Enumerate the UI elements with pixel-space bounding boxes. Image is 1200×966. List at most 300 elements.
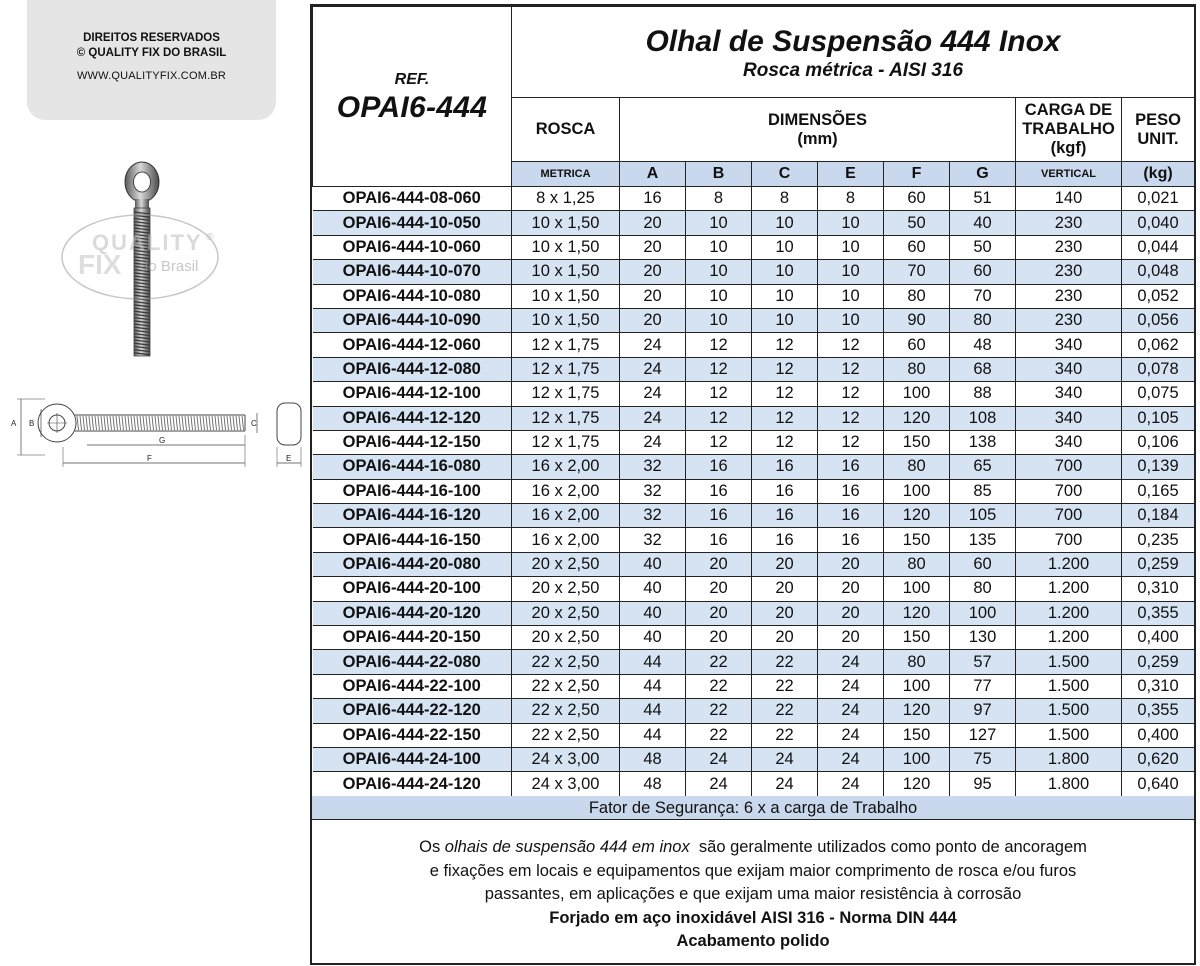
cell-carga: 1.200: [1016, 577, 1122, 601]
cell-c: 12: [752, 357, 818, 381]
cell-e: 12: [818, 382, 884, 406]
table-row: [313, 260, 1195, 284]
cell-rosca: 10 x 1,50: [512, 260, 620, 284]
cell-b: 10: [686, 284, 752, 308]
cell-code: OPAI6-444-20-080: [313, 552, 512, 576]
peso-line-1: PESO: [1135, 110, 1181, 129]
cell-f: 100: [884, 479, 950, 503]
cell-c: 12: [752, 333, 818, 357]
cell-f: 150: [884, 723, 950, 747]
cell-b: 22: [686, 723, 752, 747]
table-row: [313, 504, 1195, 528]
cell-c: 16: [752, 504, 818, 528]
dimensoes-label: DIMENSÕES: [767, 110, 868, 129]
cell-carga: 1.500: [1016, 650, 1122, 674]
rights-line-1: DIREITOS RESERVADOS: [83, 32, 220, 44]
cell-g: 138: [950, 430, 1016, 454]
ref-code: OPAI6-444: [336, 91, 488, 124]
cell-b: 20: [686, 601, 752, 625]
cell-carga: 340: [1016, 333, 1122, 357]
rights-line-2: © QUALITY FIX DO BRASIL: [76, 47, 227, 59]
cell-f: 100: [884, 674, 950, 698]
product-subtitle: Rosca métrica - AISI 316: [743, 60, 964, 81]
cell-c: 12: [752, 406, 818, 430]
cell-g: 60: [950, 260, 1016, 284]
cell-a: 32: [620, 455, 686, 479]
cell-b: 10: [686, 260, 752, 284]
cell-peso: 0,355: [1122, 601, 1195, 625]
cell-c: 24: [752, 747, 818, 771]
cell-c: 22: [752, 723, 818, 747]
cell-carga: 700: [1016, 504, 1122, 528]
cell-peso: 0,400: [1122, 723, 1195, 747]
cell-c: 10: [752, 260, 818, 284]
cell-g: 100: [950, 601, 1016, 625]
cell-carga: 1.800: [1016, 772, 1122, 796]
table-row: [313, 406, 1195, 430]
sub-header-g: G: [950, 162, 1016, 187]
cell-a: 40: [620, 626, 686, 650]
table-row: [313, 284, 1195, 308]
cell-g: 75: [950, 747, 1016, 771]
cell-a: 44: [620, 723, 686, 747]
cell-f: 80: [884, 284, 950, 308]
cell-c: 22: [752, 699, 818, 723]
table-row: [313, 235, 1195, 259]
cell-e: 10: [818, 260, 884, 284]
cell-carga: 1.800: [1016, 747, 1122, 771]
cell-f: 50: [884, 211, 950, 235]
cell-b: 22: [686, 650, 752, 674]
product-photo: [60, 150, 300, 370]
cell-a: 32: [620, 528, 686, 552]
cell-c: 12: [752, 382, 818, 406]
cell-code: OPAI6-444-22-120: [313, 699, 512, 723]
description-post: são geralmente utilizados como ponto de ancoragem: [689, 838, 1087, 856]
cell-e: 10: [818, 308, 884, 332]
cell-peso: 0,355: [1122, 699, 1195, 723]
cell-rosca: 22 x 2,50: [512, 723, 620, 747]
website-url: WWW.QUALITYFIX.COM.BR: [76, 70, 227, 82]
cell-carga: 1.500: [1016, 699, 1122, 723]
cell-c: 22: [752, 650, 818, 674]
cell-code: OPAI6-444-10-060: [313, 235, 512, 259]
watermark-registered: ®: [206, 232, 214, 243]
cell-f: 60: [884, 333, 950, 357]
cell-code: OPAI6-444-16-100: [313, 479, 512, 503]
cell-a: 48: [620, 747, 686, 771]
cell-code: OPAI6-444-20-100: [313, 577, 512, 601]
cell-g: 105: [950, 504, 1016, 528]
cell-a: 44: [620, 699, 686, 723]
cell-b: 12: [686, 430, 752, 454]
cell-e: 24: [818, 772, 884, 796]
cell-g: 40: [950, 211, 1016, 235]
cell-f: 120: [884, 699, 950, 723]
cell-c: 20: [752, 577, 818, 601]
cell-code: OPAI6-444-24-120: [313, 772, 512, 796]
cell-f: 80: [884, 650, 950, 674]
cell-peso: 0,259: [1122, 650, 1195, 674]
cell-rosca: 22 x 2,50: [512, 650, 620, 674]
cell-code: OPAI6-444-12-080: [313, 357, 512, 381]
product-title: Olhal de Suspensão 444 Inox: [645, 25, 1061, 58]
cell-rosca: 16 x 2,00: [512, 528, 620, 552]
cell-b: 10: [686, 211, 752, 235]
cell-rosca: 10 x 1,50: [512, 235, 620, 259]
cell-peso: 0,044: [1122, 235, 1195, 259]
cell-c: 24: [752, 772, 818, 796]
cell-g: 77: [950, 674, 1016, 698]
cell-code: OPAI6-444-20-120: [313, 601, 512, 625]
cell-rosca: 10 x 1,50: [512, 308, 620, 332]
cell-e: 16: [818, 455, 884, 479]
description-material: Forjado em aço inoxidável AISI 316 - Norma DIN 444: [549, 908, 957, 927]
cell-e: 24: [818, 747, 884, 771]
cell-carga: 1.200: [1016, 626, 1122, 650]
cell-a: 48: [620, 772, 686, 796]
cell-rosca: 12 x 1,75: [512, 382, 620, 406]
cell-code: OPAI6-444-10-090: [313, 308, 512, 332]
description-line-1: [312, 836, 1194, 860]
cell-e: 12: [818, 430, 884, 454]
cell-peso: 0,139: [1122, 455, 1195, 479]
cell-carga: 700: [1016, 479, 1122, 503]
cell-g: 51: [950, 187, 1016, 211]
col-header-rosca: ROSCA: [512, 98, 620, 162]
cell-code: OPAI6-444-10-050: [313, 211, 512, 235]
cell-f: 150: [884, 528, 950, 552]
diagram-label-a: A: [11, 419, 17, 428]
cell-b: 20: [686, 577, 752, 601]
cell-carga: 1.500: [1016, 674, 1122, 698]
cell-c: 16: [752, 479, 818, 503]
cell-carga: 1.200: [1016, 601, 1122, 625]
cell-a: 44: [620, 650, 686, 674]
cell-e: 20: [818, 601, 884, 625]
table-row: [313, 626, 1195, 650]
cell-e: 12: [818, 357, 884, 381]
cell-a: 24: [620, 406, 686, 430]
table-row: [313, 650, 1195, 674]
cell-rosca: 20 x 2,50: [512, 601, 620, 625]
description-line-2: e fixações em locais e equipamentos que exijam maior comprimento de rosca e/ou furos: [429, 861, 1077, 880]
carga-line-1: CARGA DE: [1024, 101, 1113, 119]
cell-peso: 0,259: [1122, 552, 1195, 576]
carga-line-3: (kgf): [1050, 139, 1087, 157]
cell-peso: 0,620: [1122, 747, 1195, 771]
cell-e: 16: [818, 504, 884, 528]
cell-a: 44: [620, 674, 686, 698]
cell-peso: 0,184: [1122, 504, 1195, 528]
cell-c: 20: [752, 601, 818, 625]
cell-rosca: 10 x 1,50: [512, 211, 620, 235]
cell-code: OPAI6-444-20-150: [313, 626, 512, 650]
cell-peso: 0,400: [1122, 626, 1195, 650]
cell-g: 95: [950, 772, 1016, 796]
cell-c: 10: [752, 284, 818, 308]
cell-b: 8: [686, 187, 752, 211]
cell-peso: 0,021: [1122, 187, 1195, 211]
cell-e: 24: [818, 674, 884, 698]
cell-f: 100: [884, 747, 950, 771]
table-row: [313, 601, 1195, 625]
table-row: [313, 187, 1195, 211]
cell-a: 20: [620, 235, 686, 259]
table-row: [313, 479, 1195, 503]
table-row: [313, 577, 1195, 601]
cell-a: 40: [620, 577, 686, 601]
cell-code: OPAI6-444-08-060: [313, 187, 512, 211]
cell-rosca: 22 x 2,50: [512, 699, 620, 723]
cell-peso: 0,052: [1122, 284, 1195, 308]
title-cell: [512, 7, 1195, 98]
description-italic: olhais de suspensão 444 em inox: [444, 838, 690, 856]
cell-carga: 700: [1016, 455, 1122, 479]
cell-code: OPAI6-444-16-120: [313, 504, 512, 528]
cell-b: 24: [686, 747, 752, 771]
cell-e: 20: [818, 626, 884, 650]
cell-rosca: 10 x 1,50: [512, 284, 620, 308]
safety-factor: Fator de Segurança: 6 x a carga de Trabalho: [312, 796, 1194, 820]
cell-a: 20: [620, 284, 686, 308]
rights-box: [27, 0, 276, 120]
cell-g: 135: [950, 528, 1016, 552]
description: [312, 836, 1194, 954]
cell-g: 50: [950, 235, 1016, 259]
cell-f: 80: [884, 357, 950, 381]
cell-peso: 0,235: [1122, 528, 1195, 552]
cell-g: 80: [950, 577, 1016, 601]
cell-code: OPAI6-444-22-100: [313, 674, 512, 698]
cell-e: 20: [818, 577, 884, 601]
cell-code: OPAI6-444-12-100: [313, 382, 512, 406]
table-row: [313, 699, 1195, 723]
cell-e: 12: [818, 406, 884, 430]
cell-c: 8: [752, 187, 818, 211]
cell-rosca: 16 x 2,00: [512, 479, 620, 503]
cell-rosca: 16 x 2,00: [512, 455, 620, 479]
cell-carga: 230: [1016, 260, 1122, 284]
table-row: [313, 382, 1195, 406]
diagram-label-c: C: [251, 419, 257, 428]
cell-c: 20: [752, 626, 818, 650]
cell-carga: 230: [1016, 211, 1122, 235]
sub-header-e: E: [818, 162, 884, 187]
cell-f: 150: [884, 430, 950, 454]
cell-f: 120: [884, 504, 950, 528]
cell-g: 88: [950, 382, 1016, 406]
cell-rosca: 12 x 1,75: [512, 333, 620, 357]
table-row: [313, 333, 1195, 357]
cell-g: 85: [950, 479, 1016, 503]
cell-b: 12: [686, 357, 752, 381]
cell-code: OPAI6-444-12-060: [313, 333, 512, 357]
cell-e: 16: [818, 479, 884, 503]
cell-g: 130: [950, 626, 1016, 650]
table-row: [313, 211, 1195, 235]
cell-peso: 0,062: [1122, 333, 1195, 357]
cell-a: 32: [620, 504, 686, 528]
cell-g: 108: [950, 406, 1016, 430]
cell-peso: 0,105: [1122, 406, 1195, 430]
cell-rosca: 12 x 1,75: [512, 430, 620, 454]
cell-c: 20: [752, 552, 818, 576]
cell-c: 16: [752, 528, 818, 552]
table-row: [313, 723, 1195, 747]
cell-f: 120: [884, 406, 950, 430]
cell-g: 127: [950, 723, 1016, 747]
sub-header-kg: (kg): [1122, 162, 1195, 187]
cell-f: 80: [884, 455, 950, 479]
cell-c: 16: [752, 455, 818, 479]
diagram-label-b: B: [29, 419, 35, 428]
sub-header-vertical: VERTICAL: [1016, 162, 1122, 187]
cell-b: 16: [686, 504, 752, 528]
cell-code: OPAI6-444-12-120: [313, 406, 512, 430]
cell-b: 22: [686, 699, 752, 723]
sub-header-f: F: [884, 162, 950, 187]
cell-rosca: 12 x 1,75: [512, 357, 620, 381]
cell-carga: 700: [1016, 528, 1122, 552]
cell-e: 24: [818, 650, 884, 674]
cell-peso: 0,075: [1122, 382, 1195, 406]
cell-rosca: 20 x 2,50: [512, 552, 620, 576]
watermark-word-1: QUALITY: [92, 230, 203, 255]
table-row: [313, 357, 1195, 381]
cell-rosca: 22 x 2,50: [512, 674, 620, 698]
cell-g: 65: [950, 455, 1016, 479]
diagram-thread-lines: [77, 416, 244, 430]
cell-e: 24: [818, 699, 884, 723]
cell-rosca: 12 x 1,75: [512, 406, 620, 430]
sub-header-a: A: [620, 162, 686, 187]
cell-g: 68: [950, 357, 1016, 381]
cell-c: 10: [752, 211, 818, 235]
cell-carga: 340: [1016, 406, 1122, 430]
cell-f: 60: [884, 187, 950, 211]
cell-code: OPAI6-444-12-150: [313, 430, 512, 454]
cell-a: 32: [620, 479, 686, 503]
cell-b: 16: [686, 528, 752, 552]
watermark-word-2: FIX: [78, 249, 122, 280]
cell-b: 20: [686, 626, 752, 650]
cell-e: 10: [818, 211, 884, 235]
cell-code: OPAI6-444-10-070: [313, 260, 512, 284]
cell-e: 8: [818, 187, 884, 211]
cell-code: OPAI6-444-22-080: [313, 650, 512, 674]
cell-code: OPAI6-444-10-080: [313, 284, 512, 308]
cell-g: 48: [950, 333, 1016, 357]
cell-c: 10: [752, 308, 818, 332]
spec-sheet: [310, 4, 1196, 965]
cell-e: 16: [818, 528, 884, 552]
cell-peso: 0,165: [1122, 479, 1195, 503]
cell-f: 100: [884, 577, 950, 601]
cell-e: 20: [818, 552, 884, 576]
cell-code: OPAI6-444-24-100: [313, 747, 512, 771]
table-row: [313, 430, 1195, 454]
cell-c: 10: [752, 235, 818, 259]
cell-peso: 0,106: [1122, 430, 1195, 454]
cell-c: 22: [752, 674, 818, 698]
cell-carga: 340: [1016, 382, 1122, 406]
cell-carga: 140: [1016, 187, 1122, 211]
cell-b: 12: [686, 406, 752, 430]
cell-a: 24: [620, 357, 686, 381]
col-header-peso: [1122, 98, 1195, 162]
description-line-3: passantes, em aplicações e que exijam uma maior resistência à corrosão: [484, 885, 1022, 903]
col-header-dimensoes: [620, 98, 1016, 162]
cell-peso: 0,310: [1122, 577, 1195, 601]
cell-code: OPAI6-444-16-080: [313, 455, 512, 479]
cell-a: 40: [620, 601, 686, 625]
cell-carga: 1.200: [1016, 552, 1122, 576]
cell-e: 12: [818, 333, 884, 357]
description-pre: Os: [419, 838, 445, 856]
cell-peso: 0,640: [1122, 772, 1195, 796]
sub-header-metrica: METRICA: [512, 162, 620, 187]
cell-e: 10: [818, 235, 884, 259]
cell-f: 70: [884, 260, 950, 284]
cell-rosca: 8 x 1,25: [512, 187, 620, 211]
cell-e: 24: [818, 723, 884, 747]
ref-cell: [313, 7, 512, 187]
cell-b: 12: [686, 382, 752, 406]
cell-b: 10: [686, 235, 752, 259]
cell-b: 16: [686, 479, 752, 503]
cell-carga: 340: [1016, 430, 1122, 454]
table-row: [313, 308, 1195, 332]
cell-rosca: 20 x 2,50: [512, 626, 620, 650]
cell-b: 22: [686, 674, 752, 698]
cell-f: 150: [884, 626, 950, 650]
dimensoes-unit: (mm): [797, 129, 838, 148]
cell-a: 20: [620, 260, 686, 284]
cell-f: 80: [884, 552, 950, 576]
cell-carga: 230: [1016, 308, 1122, 332]
cell-carga: 230: [1016, 284, 1122, 308]
cell-g: 97: [950, 699, 1016, 723]
cell-g: 70: [950, 284, 1016, 308]
carga-line-2: TRABALHO: [1022, 120, 1115, 138]
spec-table: [312, 6, 1195, 797]
cell-a: 40: [620, 552, 686, 576]
cell-a: 24: [620, 333, 686, 357]
cell-a: 16: [620, 187, 686, 211]
cell-f: 120: [884, 601, 950, 625]
cell-rosca: 24 x 3,00: [512, 772, 620, 796]
table-row: [313, 552, 1195, 576]
diagram-label-e: E: [286, 454, 292, 463]
cell-peso: 0,040: [1122, 211, 1195, 235]
cell-a: 20: [620, 211, 686, 235]
cell-e: 10: [818, 284, 884, 308]
cell-carga: 340: [1016, 357, 1122, 381]
cell-g: 57: [950, 650, 1016, 674]
cell-f: 60: [884, 235, 950, 259]
diagram-label-g: G: [159, 436, 166, 445]
cell-rosca: 20 x 2,50: [512, 577, 620, 601]
cell-peso: 0,056: [1122, 308, 1195, 332]
peso-line-2: UNIT.: [1137, 129, 1179, 148]
cell-f: 100: [884, 382, 950, 406]
cell-rosca: 24 x 3,00: [512, 747, 620, 771]
cell-carga: 230: [1016, 235, 1122, 259]
cell-peso: 0,078: [1122, 357, 1195, 381]
cell-b: 24: [686, 772, 752, 796]
cell-peso: 0,048: [1122, 260, 1195, 284]
